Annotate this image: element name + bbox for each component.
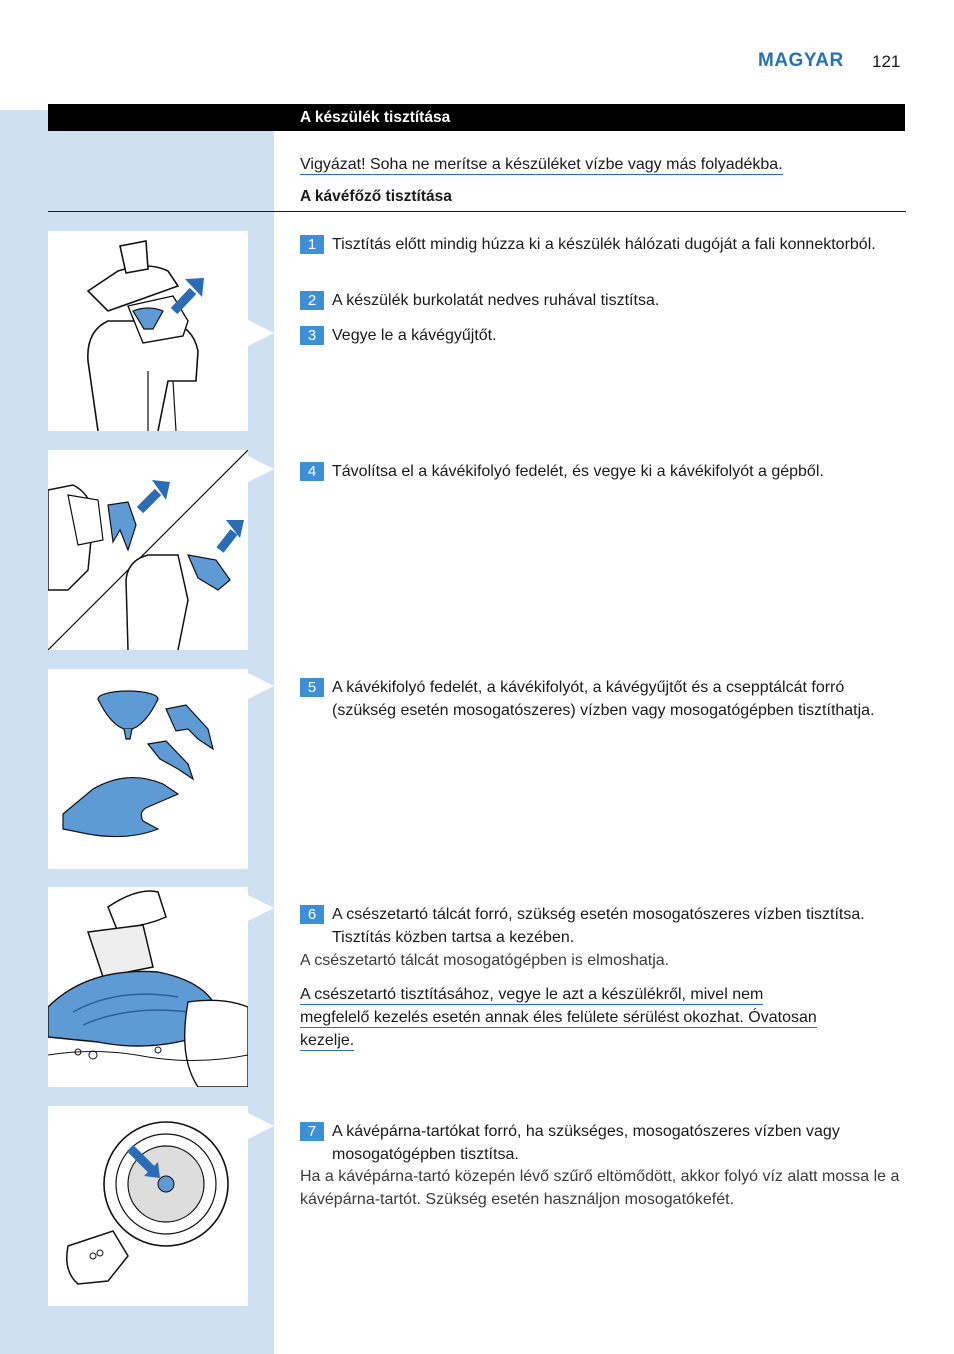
pod-holder-filter-illustration xyxy=(48,1106,248,1306)
washable-parts-illustration xyxy=(48,669,248,869)
figure-notch xyxy=(248,320,274,346)
step-3 xyxy=(300,324,905,347)
section-title: A készülék tisztítása xyxy=(300,109,451,126)
step-6 xyxy=(300,903,905,949)
step-4 xyxy=(300,460,905,483)
divider xyxy=(48,211,906,212)
figure-notch xyxy=(248,1113,274,1139)
figure-notch xyxy=(248,895,274,921)
coffee-machine-remove-collector-illustration xyxy=(48,231,248,431)
step-text: A kávékifolyó fedelét, a kávékifolyót, a kávégyűjtőt és a csepptálcát forró (szükség esetén mosogatószeres) vízben vagy mosogatógépben tisztíthatja. xyxy=(332,679,875,719)
step-7-note: Ha a kávépárna-tartó közepén lévő szűrő eltömődött, akkor folyó víz alatt mossa le a kávépárna-tartót. Szükség esetén használjon mosogatókefét. xyxy=(300,1168,900,1208)
step-text: Vegye le a kávégyűjtőt. xyxy=(332,327,497,344)
warning-line: kezelje. xyxy=(300,1032,355,1049)
step-number: 6 xyxy=(300,905,324,924)
step-text: A kávépárna-tartókat forró, ha szükséges, mosogatószeres vízben vagy mosogatógépben tisztítsa. xyxy=(332,1123,840,1163)
step-text: A készülék burkolatát nedves ruhával tisztítsa. xyxy=(332,292,660,309)
step-number: 3 xyxy=(300,326,324,345)
step-2 xyxy=(300,289,905,312)
clean-cup-tray-illustration xyxy=(48,887,248,1087)
language-label: MAGYAR xyxy=(758,50,844,71)
step-text: Távolítsa el a kávékifolyó fedelét, és vegye ki a kávékifolyót a gépből. xyxy=(332,463,824,480)
warning-text-content: Vigyázat! Soha ne merítse a készüléket vízbe vagy más folyadékba. xyxy=(300,156,783,173)
remove-spout-illustration xyxy=(48,450,248,650)
section-bar xyxy=(48,104,905,131)
step-number: 7 xyxy=(300,1122,324,1141)
step-number: 1 xyxy=(300,235,324,254)
figure-notch xyxy=(248,673,274,699)
figure-notch xyxy=(248,456,274,482)
warning-line: A csészetartó tisztításához, vegye le azt a készülékről, mivel nem xyxy=(300,986,764,1003)
step-6-note: A csészetartó tálcát mosogatógépben is elmoshatja. xyxy=(300,952,670,969)
step-number: 2 xyxy=(300,291,324,310)
step-text: A csészetartó tálcát forró, szükség esetén mosogatószeres vízben tisztítsa. Tisztítás közben tartsa a kezében. xyxy=(332,906,865,946)
step-number: 4 xyxy=(300,462,324,481)
page-number: 121 xyxy=(872,52,901,71)
step-7 xyxy=(300,1120,905,1166)
subheading: A kávéfőző tisztítása xyxy=(300,188,452,205)
step-text: Tisztítás előtt mindig húzza ki a készülék hálózati dugóját a fali konnektorból. xyxy=(332,236,876,253)
step-1 xyxy=(300,233,905,256)
warning-line: megfelelő kezelés esetén annak éles felülete sérülést okozhat. Óvatosan xyxy=(300,1009,817,1026)
step-6-warning xyxy=(300,983,905,1052)
warning-text xyxy=(300,154,860,176)
step-5 xyxy=(300,676,905,722)
step-number: 5 xyxy=(300,678,324,697)
